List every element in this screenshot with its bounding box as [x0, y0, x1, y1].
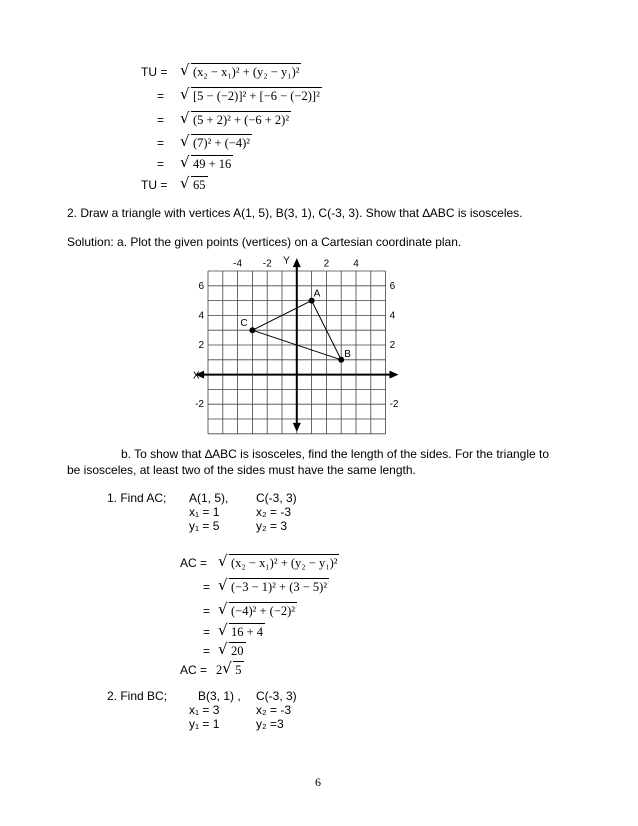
top-tick-label: 2	[323, 258, 330, 270]
top-tick-label: -4	[233, 258, 243, 270]
tu-expr-4: √ 49 + 16	[180, 155, 233, 172]
tu-label-3: =	[157, 136, 165, 150]
left-tick-label: 2	[198, 340, 204, 351]
tu-label-5: TU =	[141, 178, 168, 192]
ac-expr-1: √ (−3 − 1)² + (3 − 5)²	[218, 578, 329, 595]
ac-final-label: AC =	[180, 663, 208, 677]
right-tick-label: 4	[389, 310, 396, 322]
part-b-line-2: be isosceles, at least two of the sides must have the same length.	[67, 463, 416, 477]
tu-expr-0: √ (x₂ − x₁)² + (y₂ − y₁)²	[180, 63, 301, 80]
find-ac-x1: x₁ = 1	[189, 505, 220, 519]
ac-label-4: =	[203, 644, 211, 658]
tu-label-0: TU =	[141, 65, 168, 79]
tu-expr-3: √ (7)² + (−4)²	[180, 134, 252, 151]
ac-expr-3: √ 16 + 4	[218, 623, 265, 640]
right-tick-label: -2	[389, 399, 399, 411]
y-axis-label: Y	[283, 255, 290, 267]
find-bc-y2: y₂ =3	[256, 717, 284, 731]
tu-label-4: =	[157, 157, 165, 171]
tu-label-2: =	[157, 113, 165, 127]
problem-2-text: 2. Draw a triangle with vertices A(1, 5), B(3, 1), C(-3, 3). Show that ∆ABC is isosceles.	[67, 206, 523, 220]
find-bc-x1: x₁ = 3	[189, 703, 220, 717]
top-tick-label: 4	[353, 258, 359, 270]
tu-expr-2: √ (5 + 2)² + (−6 + 2)²	[180, 111, 291, 128]
ac-expr-2: √ (−4)² + (−2)²	[218, 602, 297, 619]
find-ac-point-a: A(1, 5),	[189, 491, 229, 505]
left-tick-label: -2	[195, 399, 204, 411]
right-tick-label: 6	[389, 280, 396, 292]
find-bc-x2: x₂ = -3	[256, 703, 292, 717]
vertex-point-c	[249, 327, 255, 333]
find-ac-title: 1. Find AC;	[107, 491, 167, 505]
x-axis-arrow-right	[389, 371, 398, 379]
right-tick-label: 2	[389, 340, 396, 351]
ac-expr-4: √ 20	[218, 642, 246, 659]
ac-label-0: AC =	[180, 556, 208, 570]
find-ac-x2: x₂ = -3	[256, 505, 292, 519]
part-b-line-1: b. To show that ∆ABC is isosceles, find the length of the sides. For the triangle to	[121, 447, 550, 461]
vertex-label-c: C	[240, 318, 248, 330]
find-bc-title: 2. Find BC;	[107, 689, 168, 703]
y-axis-arrow-down	[293, 423, 301, 432]
cartesian-graph	[180, 255, 420, 440]
vertex-label-a: A	[313, 288, 321, 300]
tu-expr-5: √ 65	[180, 176, 208, 193]
ac-label-1: =	[203, 580, 211, 594]
ac-expr-0: √ (x₂ − x₁)² + (y₂ − y₁)²	[218, 554, 339, 571]
solution-a-text: Solution: a. Plot the given points (vertices) on a Cartesian coordinate plan.	[67, 235, 462, 249]
find-bc-point-b: B(3, 1) ,	[198, 689, 241, 703]
ac-label-2: =	[203, 604, 211, 618]
x-axis-label: X	[192, 370, 200, 382]
find-bc-y1: y₁ = 1	[189, 717, 220, 731]
left-tick-label: 4	[198, 310, 204, 322]
find-ac-y2: y₂ = 3	[256, 519, 288, 533]
find-bc-point-c: C(-3, 3)	[256, 689, 297, 703]
left-tick-label: 6	[198, 280, 204, 292]
triangle-abc	[240, 289, 351, 363]
tu-expr-1: √ [5 − (−2)]² + [−6 − (−2)]²	[180, 87, 322, 104]
top-tick-label: -2	[262, 258, 272, 270]
tu-label-1: =	[157, 89, 165, 103]
find-ac-y1: y₁ = 5	[189, 519, 220, 533]
y-axis-arrow-up	[293, 258, 301, 267]
find-ac-point-c: C(-3, 3)	[256, 491, 297, 505]
ac-final-value: 2√ 5	[216, 661, 244, 678]
page-number: 6	[315, 775, 321, 789]
ac-label-3: =	[203, 625, 211, 639]
vertex-label-b: B	[344, 348, 351, 360]
